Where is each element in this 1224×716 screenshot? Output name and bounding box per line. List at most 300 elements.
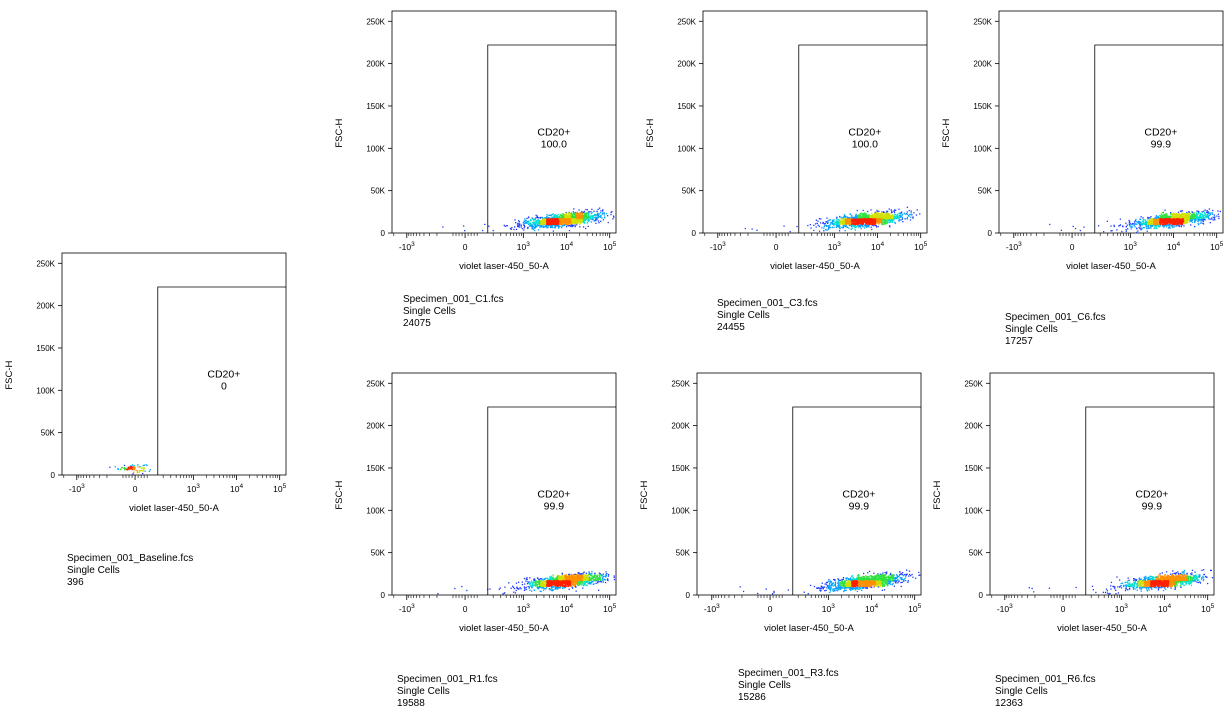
event-dot bbox=[611, 211, 612, 212]
event-dot bbox=[1169, 220, 1170, 221]
event-dot bbox=[1187, 215, 1188, 216]
event-dot bbox=[1141, 228, 1142, 229]
event-dot bbox=[560, 219, 561, 220]
event-dot bbox=[1173, 217, 1174, 218]
y-tick-label: 100K bbox=[36, 386, 55, 396]
plot-c6[interactable] bbox=[937, 8, 1224, 278]
event-dot bbox=[1182, 220, 1183, 221]
event-dot bbox=[140, 470, 141, 471]
event-dot bbox=[839, 230, 840, 231]
event-dot bbox=[519, 226, 520, 227]
x-tick-label: $10^3$ bbox=[516, 241, 530, 252]
x-tick-label: $10^4$ bbox=[559, 241, 574, 252]
event-dot bbox=[1211, 217, 1212, 218]
event-dot bbox=[835, 221, 836, 222]
event-dot bbox=[1156, 215, 1157, 216]
event-dot bbox=[574, 214, 575, 215]
event-dot bbox=[1207, 217, 1208, 218]
event-dot bbox=[1203, 221, 1204, 222]
event-dot bbox=[1128, 220, 1129, 221]
event-dot bbox=[1170, 219, 1171, 220]
event-dot bbox=[555, 223, 556, 224]
event-dot bbox=[826, 221, 827, 222]
event-dot bbox=[1175, 220, 1176, 221]
event-dot bbox=[894, 211, 895, 212]
y-tick-label: 0 bbox=[380, 229, 385, 238]
event-dot bbox=[1220, 211, 1221, 212]
x-axis-label: violet laser-450_50-A bbox=[459, 261, 549, 272]
gate-name-label: CD20+ bbox=[537, 126, 571, 139]
event-dot bbox=[1153, 222, 1154, 223]
event-dot bbox=[838, 222, 839, 223]
event-dot bbox=[583, 226, 584, 227]
event-dot bbox=[1169, 227, 1170, 228]
event-dot bbox=[608, 574, 609, 575]
event-dot bbox=[783, 225, 784, 226]
event-dot bbox=[614, 575, 615, 576]
event-dot bbox=[1137, 230, 1138, 231]
y-axis-label: FSC-H bbox=[4, 360, 15, 390]
event-dot bbox=[131, 466, 132, 467]
event-dot bbox=[829, 219, 830, 220]
event-dot bbox=[566, 221, 567, 222]
event-dot bbox=[823, 230, 824, 231]
event-dot bbox=[519, 225, 520, 226]
event-dot bbox=[461, 586, 462, 587]
event-dot bbox=[1160, 216, 1161, 217]
event-dot bbox=[1163, 227, 1164, 228]
event-dot bbox=[145, 471, 146, 472]
event-dot bbox=[844, 223, 845, 224]
event-dot bbox=[1155, 228, 1156, 229]
event-dot bbox=[867, 214, 868, 215]
event-dot bbox=[1190, 224, 1191, 225]
event-dot bbox=[881, 223, 882, 224]
gate-name-label: CD20+ bbox=[207, 368, 241, 381]
x-tick-label: $10^5$ bbox=[1210, 241, 1224, 252]
event-dot bbox=[864, 212, 865, 213]
event-dot bbox=[1203, 211, 1204, 212]
event-dot bbox=[593, 219, 594, 220]
event-dot bbox=[600, 210, 601, 211]
event-dot bbox=[524, 221, 525, 222]
event-dot bbox=[1073, 226, 1074, 227]
event-dot bbox=[851, 215, 852, 216]
event-dot bbox=[542, 219, 543, 220]
event-dot bbox=[1075, 228, 1076, 229]
event-dot bbox=[1181, 217, 1182, 218]
event-dot bbox=[591, 209, 592, 210]
event-dot bbox=[569, 589, 570, 590]
event-dot bbox=[1110, 225, 1111, 226]
event-dot bbox=[1139, 223, 1140, 224]
event-dot bbox=[586, 573, 587, 574]
event-dot bbox=[560, 221, 561, 222]
event-dot bbox=[1136, 232, 1137, 233]
event-dot bbox=[892, 222, 893, 223]
event-dot bbox=[1149, 223, 1150, 224]
event-dot bbox=[466, 590, 467, 591]
y-tick-label: 100K bbox=[677, 144, 696, 154]
event-dot bbox=[1161, 214, 1162, 215]
y-tick-label: 0 bbox=[50, 471, 55, 480]
event-dot bbox=[866, 227, 867, 228]
event-dot bbox=[554, 227, 555, 228]
event-dot bbox=[878, 226, 879, 227]
event-dot bbox=[866, 216, 867, 217]
event-dot bbox=[1120, 219, 1121, 220]
event-dot bbox=[817, 221, 818, 222]
event-dot bbox=[856, 214, 857, 215]
event-dot bbox=[584, 214, 585, 215]
event-dot bbox=[1171, 222, 1172, 223]
y-tick-label: 50K bbox=[681, 186, 696, 196]
event-dot bbox=[539, 227, 540, 228]
event-dot bbox=[1174, 226, 1175, 227]
event-dot bbox=[895, 223, 896, 224]
event-dot bbox=[1165, 221, 1166, 222]
event-dot bbox=[524, 226, 525, 227]
x-axis-label: violet laser-450_50-A bbox=[1066, 261, 1156, 272]
event-dot bbox=[851, 219, 852, 220]
event-dot bbox=[505, 226, 506, 227]
event-dot bbox=[489, 588, 490, 589]
event-dot bbox=[597, 213, 598, 214]
event-dot bbox=[535, 219, 536, 220]
event-dot bbox=[1198, 220, 1199, 221]
event-dot bbox=[138, 472, 139, 473]
event-dot bbox=[1196, 212, 1197, 213]
event-dot bbox=[526, 218, 527, 219]
plot-area bbox=[392, 11, 616, 233]
event-dot bbox=[1150, 220, 1151, 221]
event-dot bbox=[556, 223, 557, 224]
plot-c1[interactable] bbox=[330, 8, 630, 278]
event-dot bbox=[875, 215, 876, 216]
event-dot bbox=[1210, 222, 1211, 223]
plot-baseline[interactable] bbox=[0, 250, 300, 520]
y-tick-label: 100K bbox=[973, 144, 992, 154]
event-dot bbox=[1204, 213, 1205, 214]
event-dot bbox=[547, 219, 548, 220]
event-dot bbox=[137, 464, 138, 465]
event-dot bbox=[580, 212, 581, 213]
event-dot bbox=[524, 223, 525, 224]
y-tick-label: 150K bbox=[973, 101, 992, 111]
event-dot bbox=[860, 213, 861, 214]
event-dot bbox=[128, 468, 129, 469]
event-dot bbox=[576, 214, 577, 215]
event-dot bbox=[571, 220, 572, 221]
event-dot bbox=[585, 219, 586, 220]
event-dot bbox=[594, 220, 595, 221]
event-dot bbox=[614, 579, 615, 580]
event-dot bbox=[581, 573, 582, 574]
event-dot bbox=[858, 219, 859, 220]
event-dot bbox=[596, 214, 597, 215]
event-dot bbox=[124, 468, 125, 469]
event-dot bbox=[907, 211, 908, 212]
event-dot bbox=[891, 216, 892, 217]
event-dot bbox=[891, 209, 892, 210]
event-dot bbox=[570, 223, 571, 224]
event-dot bbox=[830, 227, 831, 228]
event-dot bbox=[1150, 219, 1151, 220]
event-dot bbox=[1202, 215, 1203, 216]
event-dot bbox=[1154, 224, 1155, 225]
event-dot bbox=[514, 226, 515, 227]
event-dot bbox=[570, 226, 571, 227]
y-axis-label: FSC-H bbox=[334, 118, 345, 148]
event-dot bbox=[502, 593, 503, 594]
event-dot bbox=[1120, 224, 1121, 225]
event-dot bbox=[881, 216, 882, 217]
event-dot bbox=[1140, 219, 1141, 220]
event-dot bbox=[1189, 221, 1190, 222]
event-dot bbox=[1212, 214, 1213, 215]
event-dot bbox=[556, 222, 557, 223]
event-dot bbox=[1151, 222, 1152, 223]
event-dot bbox=[132, 473, 133, 474]
event-dot bbox=[1155, 226, 1156, 227]
event-dot bbox=[546, 227, 547, 228]
event-dot bbox=[573, 211, 574, 212]
event-dot bbox=[534, 580, 535, 581]
event-dot bbox=[556, 220, 557, 221]
event-dot bbox=[525, 587, 526, 588]
y-tick-label: 200K bbox=[677, 59, 696, 69]
event-dot bbox=[605, 582, 606, 583]
event-dot bbox=[1146, 226, 1147, 227]
event-dot bbox=[1172, 227, 1173, 228]
event-dot bbox=[146, 465, 147, 466]
event-dot bbox=[150, 469, 151, 470]
event-dot bbox=[516, 590, 517, 591]
y-tick-label: 150K bbox=[366, 101, 385, 111]
event-dot bbox=[1173, 213, 1174, 214]
event-dot bbox=[526, 222, 527, 223]
event-dot bbox=[1141, 216, 1142, 217]
event-dot bbox=[603, 581, 604, 582]
event-dot bbox=[873, 219, 874, 220]
event-dot bbox=[582, 215, 583, 216]
event-dot bbox=[1183, 216, 1184, 217]
x-tick-label: $-10^3$ bbox=[398, 241, 415, 252]
event-dot bbox=[133, 472, 134, 473]
event-dot bbox=[566, 224, 567, 225]
event-dot bbox=[605, 571, 606, 572]
event-dot bbox=[898, 218, 899, 219]
event-dot bbox=[1126, 226, 1127, 227]
event-dot bbox=[583, 572, 584, 573]
event-dot bbox=[1187, 213, 1188, 214]
event-dot bbox=[1121, 231, 1122, 232]
event-dot bbox=[566, 226, 567, 227]
event-dot bbox=[911, 211, 912, 212]
event-dot bbox=[875, 225, 876, 226]
event-dot bbox=[885, 217, 886, 218]
event-dot bbox=[1149, 227, 1150, 228]
event-dot bbox=[558, 225, 559, 226]
x-tick-label: $10^4$ bbox=[229, 483, 244, 494]
event-dot bbox=[892, 214, 893, 215]
event-dot bbox=[867, 225, 868, 226]
event-dot bbox=[1169, 219, 1170, 220]
event-dot bbox=[1138, 222, 1139, 223]
event-dot bbox=[826, 218, 827, 219]
event-dot bbox=[1176, 219, 1177, 220]
event-dot bbox=[534, 589, 535, 590]
event-dot bbox=[567, 218, 568, 219]
event-dot bbox=[1166, 226, 1167, 227]
event-dot bbox=[879, 215, 880, 216]
event-dot bbox=[1183, 218, 1184, 219]
event-dot bbox=[1178, 217, 1179, 218]
event-dot bbox=[836, 227, 837, 228]
event-dot bbox=[1142, 221, 1143, 222]
event-dot bbox=[591, 571, 592, 572]
event-dot bbox=[858, 221, 859, 222]
event-dot bbox=[515, 592, 516, 593]
event-dot bbox=[531, 225, 532, 226]
event-dot bbox=[484, 224, 485, 225]
event-dot bbox=[538, 229, 539, 230]
event-dot bbox=[578, 214, 579, 215]
event-dot bbox=[1133, 223, 1134, 224]
event-dot bbox=[1187, 217, 1188, 218]
event-dot bbox=[1183, 221, 1184, 222]
event-dot bbox=[837, 219, 838, 220]
event-dot bbox=[907, 207, 908, 208]
event-dot bbox=[880, 222, 881, 223]
event-dot bbox=[565, 217, 566, 218]
event-dot bbox=[899, 213, 900, 214]
plot-c3[interactable] bbox=[641, 8, 941, 278]
plot-area bbox=[999, 11, 1223, 233]
y-tick-label: 250K bbox=[973, 17, 992, 27]
event-dot bbox=[598, 220, 599, 221]
event-dot bbox=[894, 214, 895, 215]
event-dot bbox=[887, 213, 888, 214]
event-dot bbox=[1190, 215, 1191, 216]
event-dot bbox=[836, 223, 837, 224]
event-dot bbox=[1134, 226, 1135, 227]
y-tick-label: 200K bbox=[36, 301, 55, 311]
event-dot bbox=[906, 218, 907, 219]
event-dot bbox=[1207, 214, 1208, 215]
event-dot bbox=[550, 215, 551, 216]
event-dot bbox=[600, 212, 601, 213]
event-dot bbox=[1139, 228, 1140, 229]
plot-area bbox=[392, 373, 616, 595]
event-dot bbox=[839, 222, 840, 223]
event-dot bbox=[585, 228, 586, 229]
gate-percent-label: 99.9 bbox=[1150, 138, 1172, 151]
event-dot bbox=[528, 222, 529, 223]
event-dot bbox=[600, 215, 601, 216]
event-dot bbox=[534, 578, 535, 579]
event-dot bbox=[1183, 225, 1184, 226]
event-dot bbox=[598, 209, 599, 210]
event-dot bbox=[844, 225, 845, 226]
event-dot bbox=[464, 230, 465, 231]
plot-r1[interactable] bbox=[330, 370, 630, 640]
event-dot bbox=[890, 218, 891, 219]
event-dot bbox=[860, 217, 861, 218]
event-dot bbox=[911, 214, 912, 215]
event-dot bbox=[1148, 228, 1149, 229]
event-dot bbox=[1147, 231, 1148, 232]
event-dot bbox=[1180, 223, 1181, 224]
event-dot bbox=[857, 210, 858, 211]
event-dot bbox=[906, 213, 907, 214]
event-dot bbox=[534, 230, 535, 231]
event-dot bbox=[563, 213, 564, 214]
event-dot bbox=[853, 219, 854, 220]
event-dot bbox=[1181, 226, 1182, 227]
event-dot bbox=[848, 218, 849, 219]
event-dot bbox=[902, 221, 903, 222]
event-dot bbox=[909, 214, 910, 215]
event-dot bbox=[517, 223, 518, 224]
event-dot bbox=[867, 211, 868, 212]
event-dot bbox=[533, 228, 534, 229]
event-dot bbox=[520, 588, 521, 589]
event-dot bbox=[511, 588, 512, 589]
event-dot bbox=[1107, 221, 1108, 222]
event-dot bbox=[532, 222, 533, 223]
event-dot bbox=[550, 219, 551, 220]
event-dot bbox=[1174, 224, 1175, 225]
event-dot bbox=[1166, 214, 1167, 215]
event-dot bbox=[535, 226, 536, 227]
event-dot bbox=[899, 219, 900, 220]
event-dot bbox=[553, 222, 554, 223]
event-dot bbox=[524, 225, 525, 226]
event-dot bbox=[517, 226, 518, 227]
event-dot bbox=[528, 217, 529, 218]
event-dot bbox=[437, 593, 438, 594]
event-dot bbox=[876, 213, 877, 214]
event-dot bbox=[504, 587, 505, 588]
event-dot bbox=[571, 214, 572, 215]
gate-percent-label: 100.0 bbox=[540, 138, 568, 151]
event-dot bbox=[541, 578, 542, 579]
event-dot bbox=[876, 210, 877, 211]
event-dot bbox=[568, 216, 569, 217]
event-dot bbox=[828, 229, 829, 230]
event-dot bbox=[796, 226, 797, 227]
event-dot bbox=[895, 210, 896, 211]
event-dot bbox=[575, 225, 576, 226]
event-dot bbox=[1200, 216, 1201, 217]
event-dot bbox=[821, 227, 822, 228]
event-dot bbox=[553, 213, 554, 214]
event-dot bbox=[519, 221, 520, 222]
event-dot bbox=[536, 222, 537, 223]
event-dot bbox=[1216, 215, 1217, 216]
event-dot bbox=[889, 208, 890, 209]
event-dot bbox=[850, 219, 851, 220]
event-dot bbox=[878, 223, 879, 224]
event-dot bbox=[1185, 220, 1186, 221]
event-dot bbox=[526, 577, 527, 578]
event-dot bbox=[529, 587, 530, 588]
event-dot bbox=[544, 226, 545, 227]
event-dot bbox=[559, 587, 560, 588]
event-dot bbox=[522, 584, 523, 585]
event-dot bbox=[612, 218, 613, 219]
